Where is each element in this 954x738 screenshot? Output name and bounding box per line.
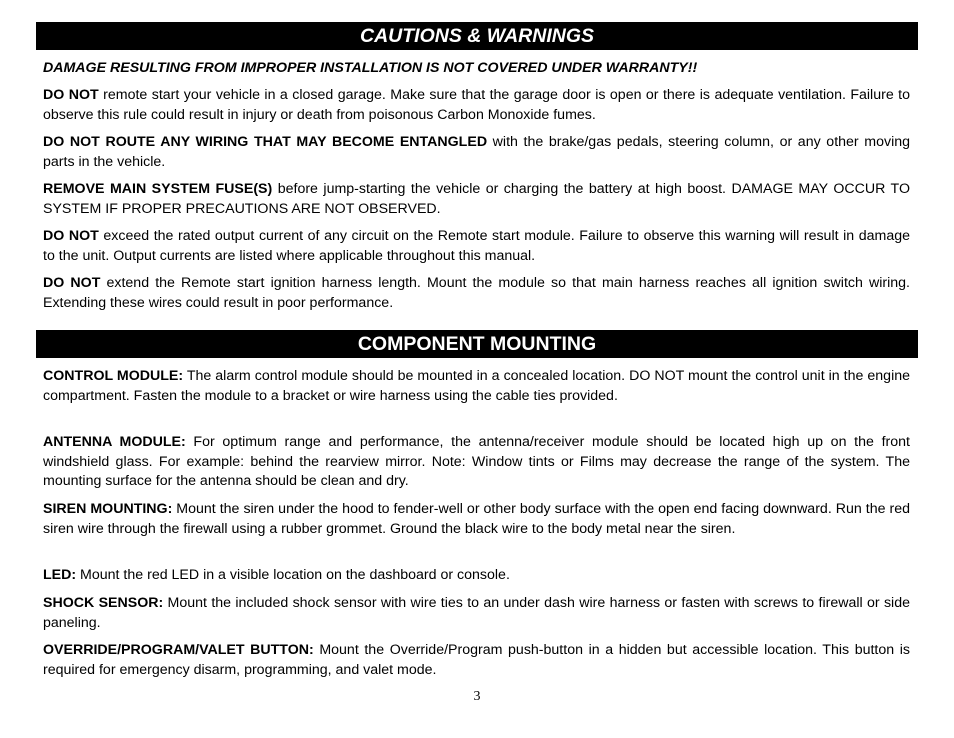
mounting-lead: ANTENNA MODULE: [43, 434, 186, 450]
mounting-item [43, 566, 910, 586]
mounting-item [43, 367, 910, 406]
mounting-lead: LED: [43, 567, 77, 583]
cautions-heading: CAUTIONS & WARNINGS [36, 22, 918, 50]
caution-text: before jump-starting the vehicle or charging the battery at high boost. DAMAGE MAY OCCUR TO SYSTEM IF PROPER PRECAUTIONS ARE NOT OBSERVED. [43, 181, 910, 217]
caution-lead: DO NOT ROUTE ANY WIRING THAT MAY BECOME ENTANGLED [43, 134, 488, 150]
caution-item [43, 227, 910, 266]
caution-text: with the brake/gas pedals, steering column, or any other moving parts in the vehicle. [43, 134, 910, 170]
caution-lead: DO NOT [43, 228, 99, 244]
mounting-heading: COMPONENT MOUNTING [36, 330, 918, 358]
page-number: 3 [473, 689, 481, 704]
mounting-item [43, 433, 910, 492]
caution-item [43, 274, 910, 313]
mounting-text: Mount the red LED in a visible location on the dashboard or console. [76, 567, 510, 583]
mounting-item [43, 500, 910, 539]
caution-text: remote start your vehicle in a closed garage. Make sure that the garage door is open or there is adequate ventilation. Failure to observe this rule could result in injury or death from poisonous Carbon Monoxide fumes. [43, 87, 910, 123]
mounting-text: The alarm control module should be mounted in a concealed location. DO NOT mount the control unit in the engine compartment. Fasten the module to a bracket or wire harness using the cable ties provided. [43, 368, 911, 404]
caution-lead: DO NOT [43, 275, 101, 291]
caution-lead: REMOVE MAIN SYSTEM FUSE(S) [43, 181, 273, 197]
caution-lead: DO NOT [43, 87, 99, 103]
mounting-item [43, 594, 910, 633]
mounting-lead: OVERRIDE/PROGRAM/VALET BUTTON: [43, 642, 314, 658]
mounting-lead: SIREN MOUNTING: [43, 501, 173, 517]
mounting-lead: SHOCK SENSOR: [43, 595, 164, 611]
mounting-text: Mount the included shock sensor with wire ties to an under dash wire harness or fasten with screws to firewall or side paneling. [43, 595, 910, 631]
caution-item [43, 133, 910, 172]
mounting-lead: CONTROL MODULE: [43, 368, 184, 384]
caution-text: exceed the rated output current of any circuit on the Remote start module. Failure to observe this warning will result in damage to the unit. Output currents are listed where applicable throughout this manual. [43, 228, 910, 264]
caution-item [43, 180, 910, 219]
mounting-item [43, 641, 910, 680]
mounting-text: For optimum range and performance, the antenna/receiver module should be located high up on the front windshield glass. For example: behind the rearview mirror. Note: Window tints or Films may decrease the range of the system. The mounting surface for the antenna should be clean and dry. [43, 434, 910, 490]
warranty-notice: DAMAGE RESULTING FROM IMPROPER INSTALLATION IS NOT COVERED UNDER WARRANTY!! [43, 60, 698, 76]
mounting-text: Mount the Override/Program push-button in a hidden but accessible location. This button is required for emergency disarm, programming, and valet mode. [43, 642, 911, 678]
caution-item [43, 86, 910, 125]
caution-text: extend the Remote start ignition harness length. Mount the module so that main harness reaches all ignition switch wiring. Extending these wires could result in poor performance. [43, 275, 910, 311]
mounting-text: Mount the siren under the hood to fender-well or other body surface with the open end facing downward. Run the red siren wire through the firewall using a rubber grommet. Ground the black wire to the body metal near the siren. [43, 501, 910, 537]
